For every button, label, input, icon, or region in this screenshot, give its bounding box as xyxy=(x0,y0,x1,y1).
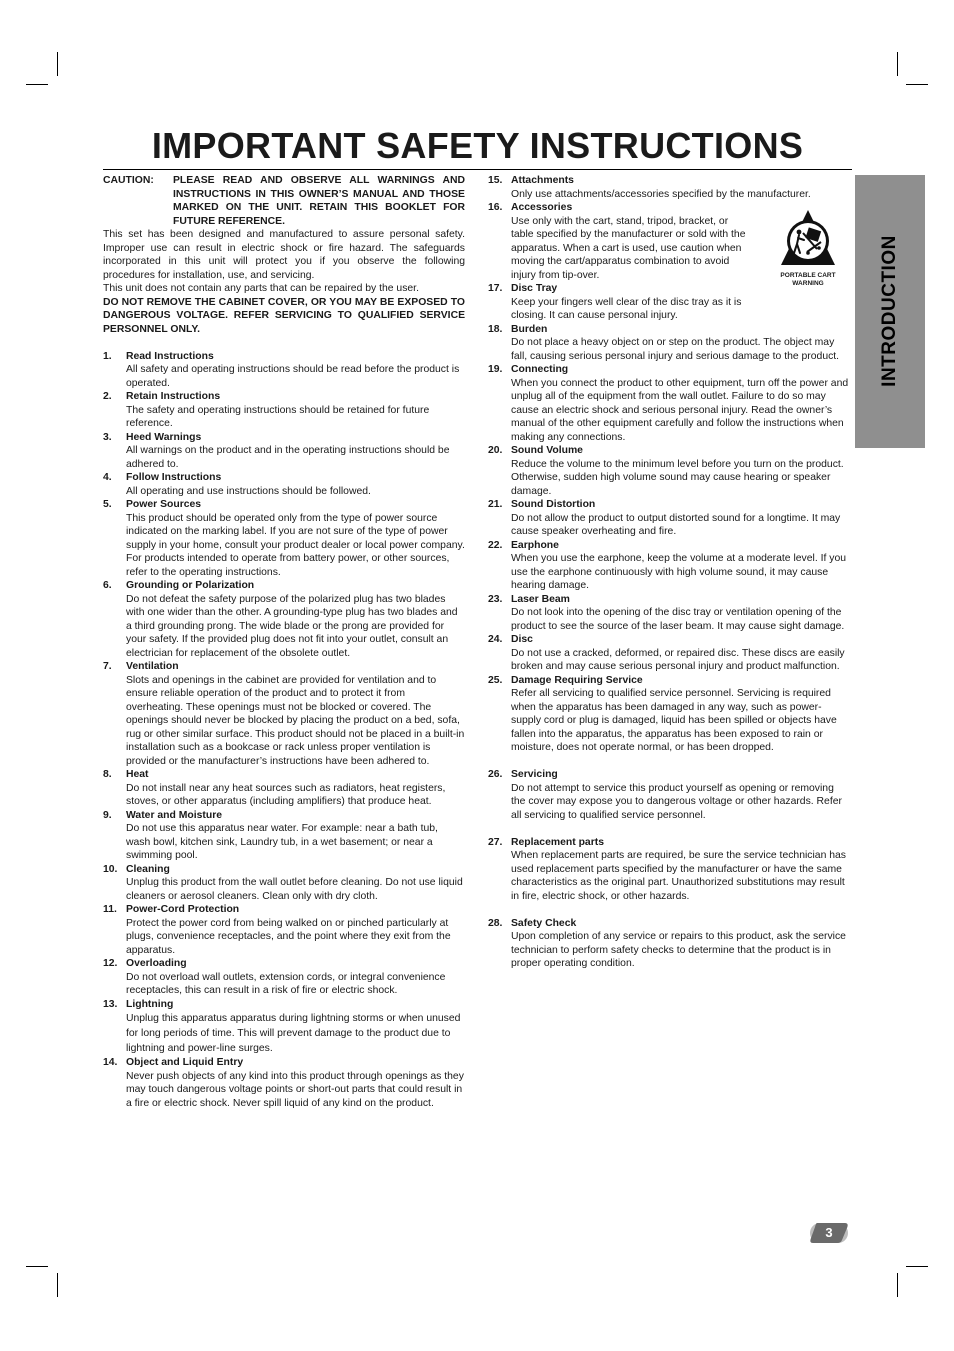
item-number: 14. xyxy=(103,1057,118,1068)
item-number: 3. xyxy=(103,431,112,443)
item-text: Do not look into the opening of the disc tray or ventilation opening of the product to see the source of the laser beam. It may cause sight damage. xyxy=(511,607,845,632)
item-text: Only use attachments/accessories specified by the manufacturer. xyxy=(511,188,811,200)
item-title: Damage Requiring Service xyxy=(511,674,643,686)
item-text: Do not overload wall outlets, extension cords, or integral convenience receptacles, this can result in a risk of fire or electric shock. xyxy=(126,971,446,996)
item-text: Do not attempt to service this product yourself as opening or removing the cover may expose you to dangerous voltage or other hazards. Refer all servicing to qualified service personnel. xyxy=(511,782,842,821)
item-title: Disc Tray xyxy=(511,283,558,294)
item-title: Overloading xyxy=(126,958,187,969)
page-number: 3 xyxy=(825,1225,833,1240)
right-column xyxy=(488,174,850,971)
intro-warning: DO NOT REMOVE THE CABINET COVER, OR YOU MAY BE EXPOSED TO DANGEROUS VOLTAGE. REFER SERVICING TO QUALIFIED SERVICE PERSONNEL ONLY. xyxy=(103,296,465,335)
item-title: Grounding or Polarization xyxy=(126,580,255,591)
person-head xyxy=(797,230,802,235)
item-number: 2. xyxy=(103,391,112,402)
list-item xyxy=(103,431,465,472)
title-rule xyxy=(103,169,852,170)
crop-mark xyxy=(906,84,928,85)
cart-warning-label: PORTABLE CART WARNING xyxy=(780,272,836,287)
item-title: Earphone xyxy=(511,539,559,551)
list-item xyxy=(488,444,850,498)
item-number: 27. xyxy=(488,836,503,848)
item-title: Safety Check xyxy=(511,917,577,929)
item-text: All operating and use instructions should be followed. xyxy=(126,485,371,497)
item-number: 4. xyxy=(103,472,112,483)
caution-text: PLEASE READ AND OBSERVE ALL WARNINGS AND INSTRUCTIONS IN THIS OWNER’S MANUAL AND THOSE MARKED ON THE UNIT. RETAIN THIS BOOKLET FOR FUTURE REFERENCE. xyxy=(173,175,465,227)
item-text: Do not place a heavy object on or step on the product. The object may fall, causing serious personal injury and serious damage to the product. xyxy=(511,337,840,362)
list-item xyxy=(103,579,465,660)
instruction-list xyxy=(103,350,465,1111)
item-number: 18. xyxy=(488,323,503,335)
list-item xyxy=(103,903,465,957)
item-title: Accessories xyxy=(511,202,573,213)
list-item xyxy=(103,957,465,998)
item-title: Power-Cord Protection xyxy=(126,904,240,915)
section-tab xyxy=(855,175,925,448)
caution-label: CAUTION: xyxy=(103,175,154,186)
item-text: Use only with the cart, stand, tripod, bracket, or table specified by the manufacturer or sold with the apparatus. When a cart is used, use caution when moving the cart/apparatus combination to avoid injury from tip-over. xyxy=(511,215,746,281)
item-number: 25. xyxy=(488,674,503,686)
crop-mark xyxy=(57,52,58,76)
page-number-badge xyxy=(809,1222,849,1244)
list-item xyxy=(488,174,850,201)
item-title: Object and Liquid Entry xyxy=(126,1057,244,1068)
item-text: Do not install near any heat sources such as radiators, heat registers, stoves, or other apparatus (including amplifiers) that produce heat. xyxy=(126,782,446,807)
intro-paragraph: This set has been designed and manufactured to assure personal safety. Improper use can result in electric shock or fire hazard. The safeguards incorporated in this unit will protect you if you observe the following procedures for installation, use, and servicing. xyxy=(103,229,465,281)
cart-wheel xyxy=(817,246,821,250)
item-title: Connecting xyxy=(511,364,569,375)
list-item xyxy=(103,863,465,904)
item-number: 9. xyxy=(103,809,112,821)
item-number: 16. xyxy=(488,202,503,213)
item-title: Replacement parts xyxy=(511,836,604,848)
item-number: 24. xyxy=(488,634,503,645)
list-item xyxy=(103,998,465,1057)
list-item xyxy=(488,836,850,904)
list-item xyxy=(488,498,850,539)
caution-block xyxy=(103,174,465,228)
item-text: Unplug this apparatus apparatus during lightning storms or when unused for long periods of time. This will prevent damage to the product due to lightning and power-line surges. xyxy=(126,1013,461,1054)
item-text: Unplug this product from the wall outlet before cleaning. Do not use liquid cleaners or aerosol cleaners. Clean only with dry cloth. xyxy=(126,877,463,902)
item-title: Follow Instructions xyxy=(126,472,222,483)
item-number: 19. xyxy=(488,364,503,375)
section-tab-label: INTRODUCTION xyxy=(879,235,900,387)
item-text: Keep your fingers well clear of the disc tray as it is closing. It can cause personal injury. xyxy=(511,296,742,321)
item-text: Never push objects of any kind into this product through openings as they may touch dangerous voltage points or short-out parts that could result in a fire or electric shock. Never spill liquid of any kind on the product. xyxy=(126,1070,464,1109)
item-title: Burden xyxy=(511,323,548,335)
list-item xyxy=(103,390,465,431)
item-number: 22. xyxy=(488,539,503,551)
list-item xyxy=(488,593,850,634)
item-title: Attachments xyxy=(511,175,574,186)
list-item xyxy=(488,363,850,444)
crop-mark xyxy=(26,1266,48,1267)
item-text: Refer all servicing to qualified service personnel. Servicing is required when the apparatus has been damaged in any way, such as power-supply cord or plug is damaged, liquid has been spilled or objects have fallen into the apparatus, the apparatus has been exposed to rain or moisture, does not operate normal, or has been dropped. xyxy=(511,688,837,753)
list-item xyxy=(488,674,850,755)
item-title: Servicing xyxy=(511,769,558,780)
item-text: This product should be operated only from the type of power source indicated on the marking label. If you are not sure of the type of power supply in your home, consult your product dealer or local power company. For products intended to operate from battery power, or other sources, refer to the operating instructions. xyxy=(126,512,465,578)
item-text: Do not allow the product to output distorted sound for a longtime. It may cause speaker overheating and fire. xyxy=(511,512,841,537)
cart-wheel xyxy=(806,251,810,255)
item-number: 23. xyxy=(488,593,503,605)
crop-mark xyxy=(897,52,898,76)
item-number: 13. xyxy=(103,998,118,1010)
item-text: Reduce the volume to the minimum level before you turn on the product. Otherwise, sudden high volume sound may cause hearing or speaker damage. xyxy=(511,458,844,497)
crop-mark xyxy=(906,1266,928,1267)
item-number: 7. xyxy=(103,661,112,672)
list-item xyxy=(103,1056,465,1110)
item-text: When you use the earphone, keep the volume at a moderate level. If you use the earphone continuously with high volume sound, it may cause hearing damage. xyxy=(511,553,847,591)
list-item xyxy=(103,809,465,863)
portable-cart-warning-icon xyxy=(777,208,839,270)
intro-paragraph: This unit does not contain any parts that can be repaired by the user. xyxy=(103,283,419,294)
item-title: Disc xyxy=(511,634,533,645)
list-item xyxy=(488,633,850,674)
page-title: IMPORTANT SAFETY INSTRUCTIONS xyxy=(151,125,804,166)
list-item xyxy=(488,539,850,593)
item-number: 6. xyxy=(103,580,112,591)
item-title: Retain Instructions xyxy=(126,391,221,402)
crop-mark xyxy=(897,1273,898,1297)
crop-mark xyxy=(57,1273,58,1297)
item-number: 15. xyxy=(488,175,503,186)
item-number: 11. xyxy=(103,904,117,915)
list-item xyxy=(103,350,465,391)
item-text: All warnings on the product and in the operating instructions should be adhered to. xyxy=(126,445,450,470)
list-item xyxy=(488,768,850,822)
list-item xyxy=(488,323,850,364)
item-text: Upon completion of any service or repairs to this product, ask the service technician to perform safety checks to determine that the product is in proper operating condition. xyxy=(511,931,846,969)
list-item xyxy=(488,282,850,323)
item-title: Laser Beam xyxy=(511,593,570,605)
item-title: Sound Distortion xyxy=(511,499,596,510)
item-number: 26. xyxy=(488,769,503,780)
item-number: 5. xyxy=(103,499,112,510)
item-number: 8. xyxy=(103,769,112,780)
item-title: Cleaning xyxy=(126,863,170,875)
item-number: 17. xyxy=(488,283,503,294)
item-number: 28. xyxy=(488,917,503,929)
item-text: Do not use a cracked, deformed, or repaired disc. These discs are easily broken and may cause serious personal injury and product malfunction. xyxy=(511,647,845,672)
item-title: Ventilation xyxy=(126,661,179,672)
list-item xyxy=(103,471,465,498)
item-title: Power Sources xyxy=(126,499,202,510)
item-text: Do not use this apparatus near water. For example: near a bath tub, wash bowl, kitchen sink, Laundry tub, in a wet basement; or near a swimming pool. xyxy=(126,823,438,861)
crop-mark xyxy=(26,84,48,85)
item-text: Do not defeat the safety purpose of the polarized plug has two blades with one wider than the other. A grounding-type plug has two blades and a third grounding prong. The wide blade or the prong are provided for your safety. If the provided plug does not fit into your outlet, consult an electrician for replacement of the obsolete outlet. xyxy=(126,593,458,659)
item-title: Lightning xyxy=(126,998,174,1010)
item-text: All safety and operating instructions should be read before the product is operated. xyxy=(126,364,460,389)
item-number: 1. xyxy=(103,350,112,362)
list-item xyxy=(103,498,465,579)
item-number: 12. xyxy=(103,958,118,969)
item-title: Read Instructions xyxy=(126,350,214,362)
item-text: Slots and openings in the cabinet are provided for ventilation and to ensure reliable operation of the product and to protect it from overheating. These openings must not be blocked or covered. The openings should never be blocked by placing the product on a bed, sofa, rug or other similar surface. This product should not be placed in a built-in installation such as a bookcase or rack unless proper ventilation is provided or the manufacturer’s instructions have been adhered to. xyxy=(126,674,465,767)
item-number: 20. xyxy=(488,445,503,456)
item-title: Heed Warnings xyxy=(126,431,202,443)
item-text: When replacement parts are required, be sure the service technician has used replacement parts specified by the manufacturer or have the same characteristics as the original part. Unauthorized substitutions may result in fire, electric shock, or other hazards. xyxy=(511,850,846,902)
list-item xyxy=(103,768,465,809)
item-title: Sound Volume xyxy=(511,445,583,456)
item-title: Heat xyxy=(126,769,149,780)
item-number: 10. xyxy=(103,863,118,875)
list-item xyxy=(103,660,465,768)
item-text: The safety and operating instructions should be retained for future reference. xyxy=(126,404,430,429)
left-column xyxy=(103,174,465,1110)
item-text: When you connect the product to other equipment, turn off the power and unplug all of the equipment from the wall outlet. Failure to do so may cause an electric shock and serious personal injury. Read the owner’s manual of the other equipment carefully and follow the instructions when making any connections. xyxy=(511,377,849,443)
item-number: 21. xyxy=(488,499,503,510)
portable-cart-warning xyxy=(772,208,844,288)
list-item xyxy=(488,917,850,971)
item-text: Protect the power cord from being walked on or pinched particularly at plugs, convenience receptacles, and the point where they exit from the apparatus. xyxy=(126,917,451,956)
item-title: Water and Moisture xyxy=(126,809,223,821)
